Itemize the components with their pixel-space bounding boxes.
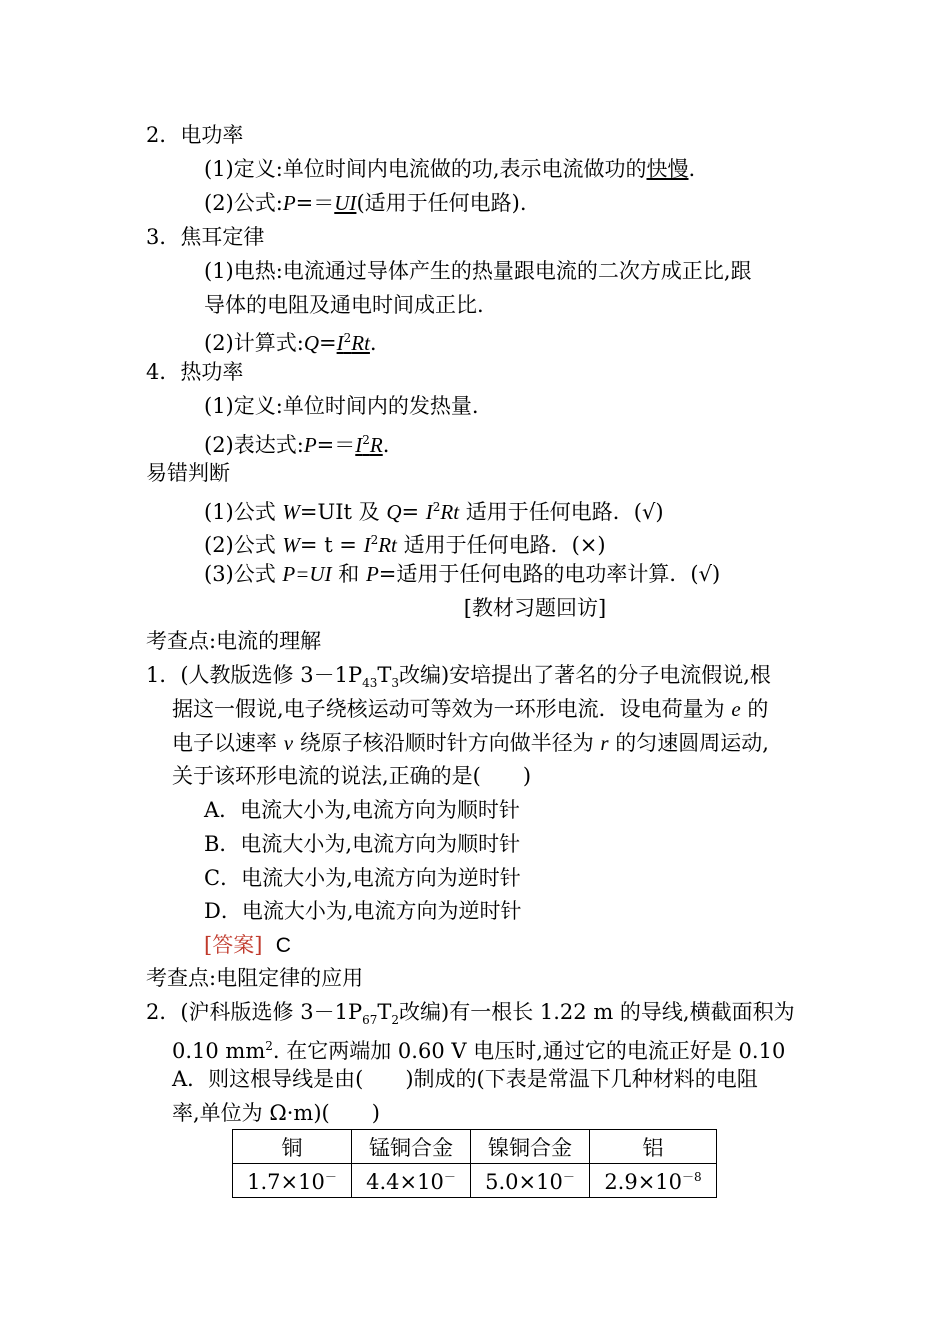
q1-stem-line1: 1．(人教版选修 $3-1P_{43}T_3$改编)安培提出了著名的分子电流假说,根 bbox=[146, 663, 771, 691]
table-cell: 5.0×10－ bbox=[471, 1164, 590, 1198]
q1-topic: 考查点:电流的理解 bbox=[146, 629, 322, 653]
joule-formula: (2)计算式$:Q=I^2Rt$. bbox=[204, 331, 377, 355]
power-definition: (1)定义:单位时间内电流做的功,表示电流做功的快慢. bbox=[204, 157, 696, 181]
judgement-3: (3)公式 P=UI 和 P=适用于任何电路的电功率计算．(√) bbox=[204, 562, 721, 586]
q1-option-c: C．电流大小为,电流方向为逆时针 bbox=[204, 866, 521, 890]
table-cell: 4.4×10－ bbox=[352, 1164, 471, 1198]
q2-topic: 考查点:电阻定律的应用 bbox=[146, 966, 364, 990]
q2-stem-line3: A．则这根导线是由( )制成的(下表是常温下几种材料的电阻 bbox=[172, 1067, 758, 1091]
judgement-2: (2)公式 $W= t = I^2Rt$ 适用于任何电路．(×) bbox=[204, 533, 606, 557]
table-cell: 1.7×10－ bbox=[233, 1164, 352, 1198]
table-cell: $2.9\times 10^{-8}$ bbox=[590, 1164, 717, 1198]
joule-heat-line2: 导体的电阻及通电时间成正比. bbox=[204, 293, 484, 317]
heading-error-judgement: 易错判断 bbox=[146, 461, 230, 485]
table-header-cell: 镍铜合金 bbox=[471, 1130, 590, 1164]
power-formula: (2)公式:P=＝UI(适用于任何电路). bbox=[204, 191, 527, 215]
heading-electric-power: 2．电功率 bbox=[146, 123, 244, 147]
q1-stem-line4: 关于该环形电流的说法,正确的是( ) bbox=[172, 764, 532, 788]
q2-stem-line4: 率,单位为 Ω·m)( ) bbox=[172, 1101, 380, 1125]
q1-option-a: A．电流大小为,电流方向为顺时针 bbox=[204, 798, 520, 822]
table-header-row bbox=[233, 1130, 717, 1164]
judgement-1: (1)公式 W=UIt 及 $Q= I^2Rt$ 适用于任何电路．(√) bbox=[204, 500, 664, 524]
answer-value: C bbox=[275, 934, 291, 957]
q1-stem-line3: 电子以速率 v 绕原子核沿顺时针方向做半径为 r 的匀速圆周运动, bbox=[172, 731, 769, 755]
heading-joule-law: 3．焦耳定律 bbox=[146, 225, 265, 249]
answer-label: [答案] bbox=[204, 933, 263, 957]
q1-answer bbox=[204, 930, 291, 961]
joule-heat-line1: (1)电热:电流通过导体产生的热量跟电流的二次方成正比,跟 bbox=[204, 259, 752, 283]
q1-option-b: B．电流大小为,电流方向为顺时针 bbox=[204, 832, 521, 856]
table-header-cell: 锰铜合金 bbox=[352, 1130, 471, 1164]
heading-heat-power: 4．热功率 bbox=[146, 360, 244, 384]
section-title: [教材习题回访] bbox=[463, 596, 607, 620]
q1-stem-line2: 据这一假说,电子绕核运动可等效为一环形电流．设电荷量为 e 的 bbox=[172, 697, 769, 721]
heat-power-expression: (2)表达式$:P==I^2R$. bbox=[204, 433, 390, 457]
heat-power-definition: (1)定义:单位时间内的发热量. bbox=[204, 394, 479, 418]
q2-stem-line1: 2．(沪科版选修 $3-1P_{67}T_2$改编)有一根长 1.22 m 的导线,横截面积为 bbox=[146, 1000, 795, 1028]
table-row bbox=[233, 1164, 717, 1198]
table-header-cell: 铝 bbox=[590, 1130, 717, 1164]
resistivity-table bbox=[232, 1129, 717, 1198]
q1-option-d: D．电流大小为,电流方向为逆时针 bbox=[204, 899, 522, 923]
q2-stem-line2: 0.10 $mm^2$. 在它两端加 0.60 V 电压时,通过它的电流正好是 0.10 bbox=[172, 1039, 786, 1063]
table-header-cell: 铜 bbox=[233, 1130, 352, 1164]
